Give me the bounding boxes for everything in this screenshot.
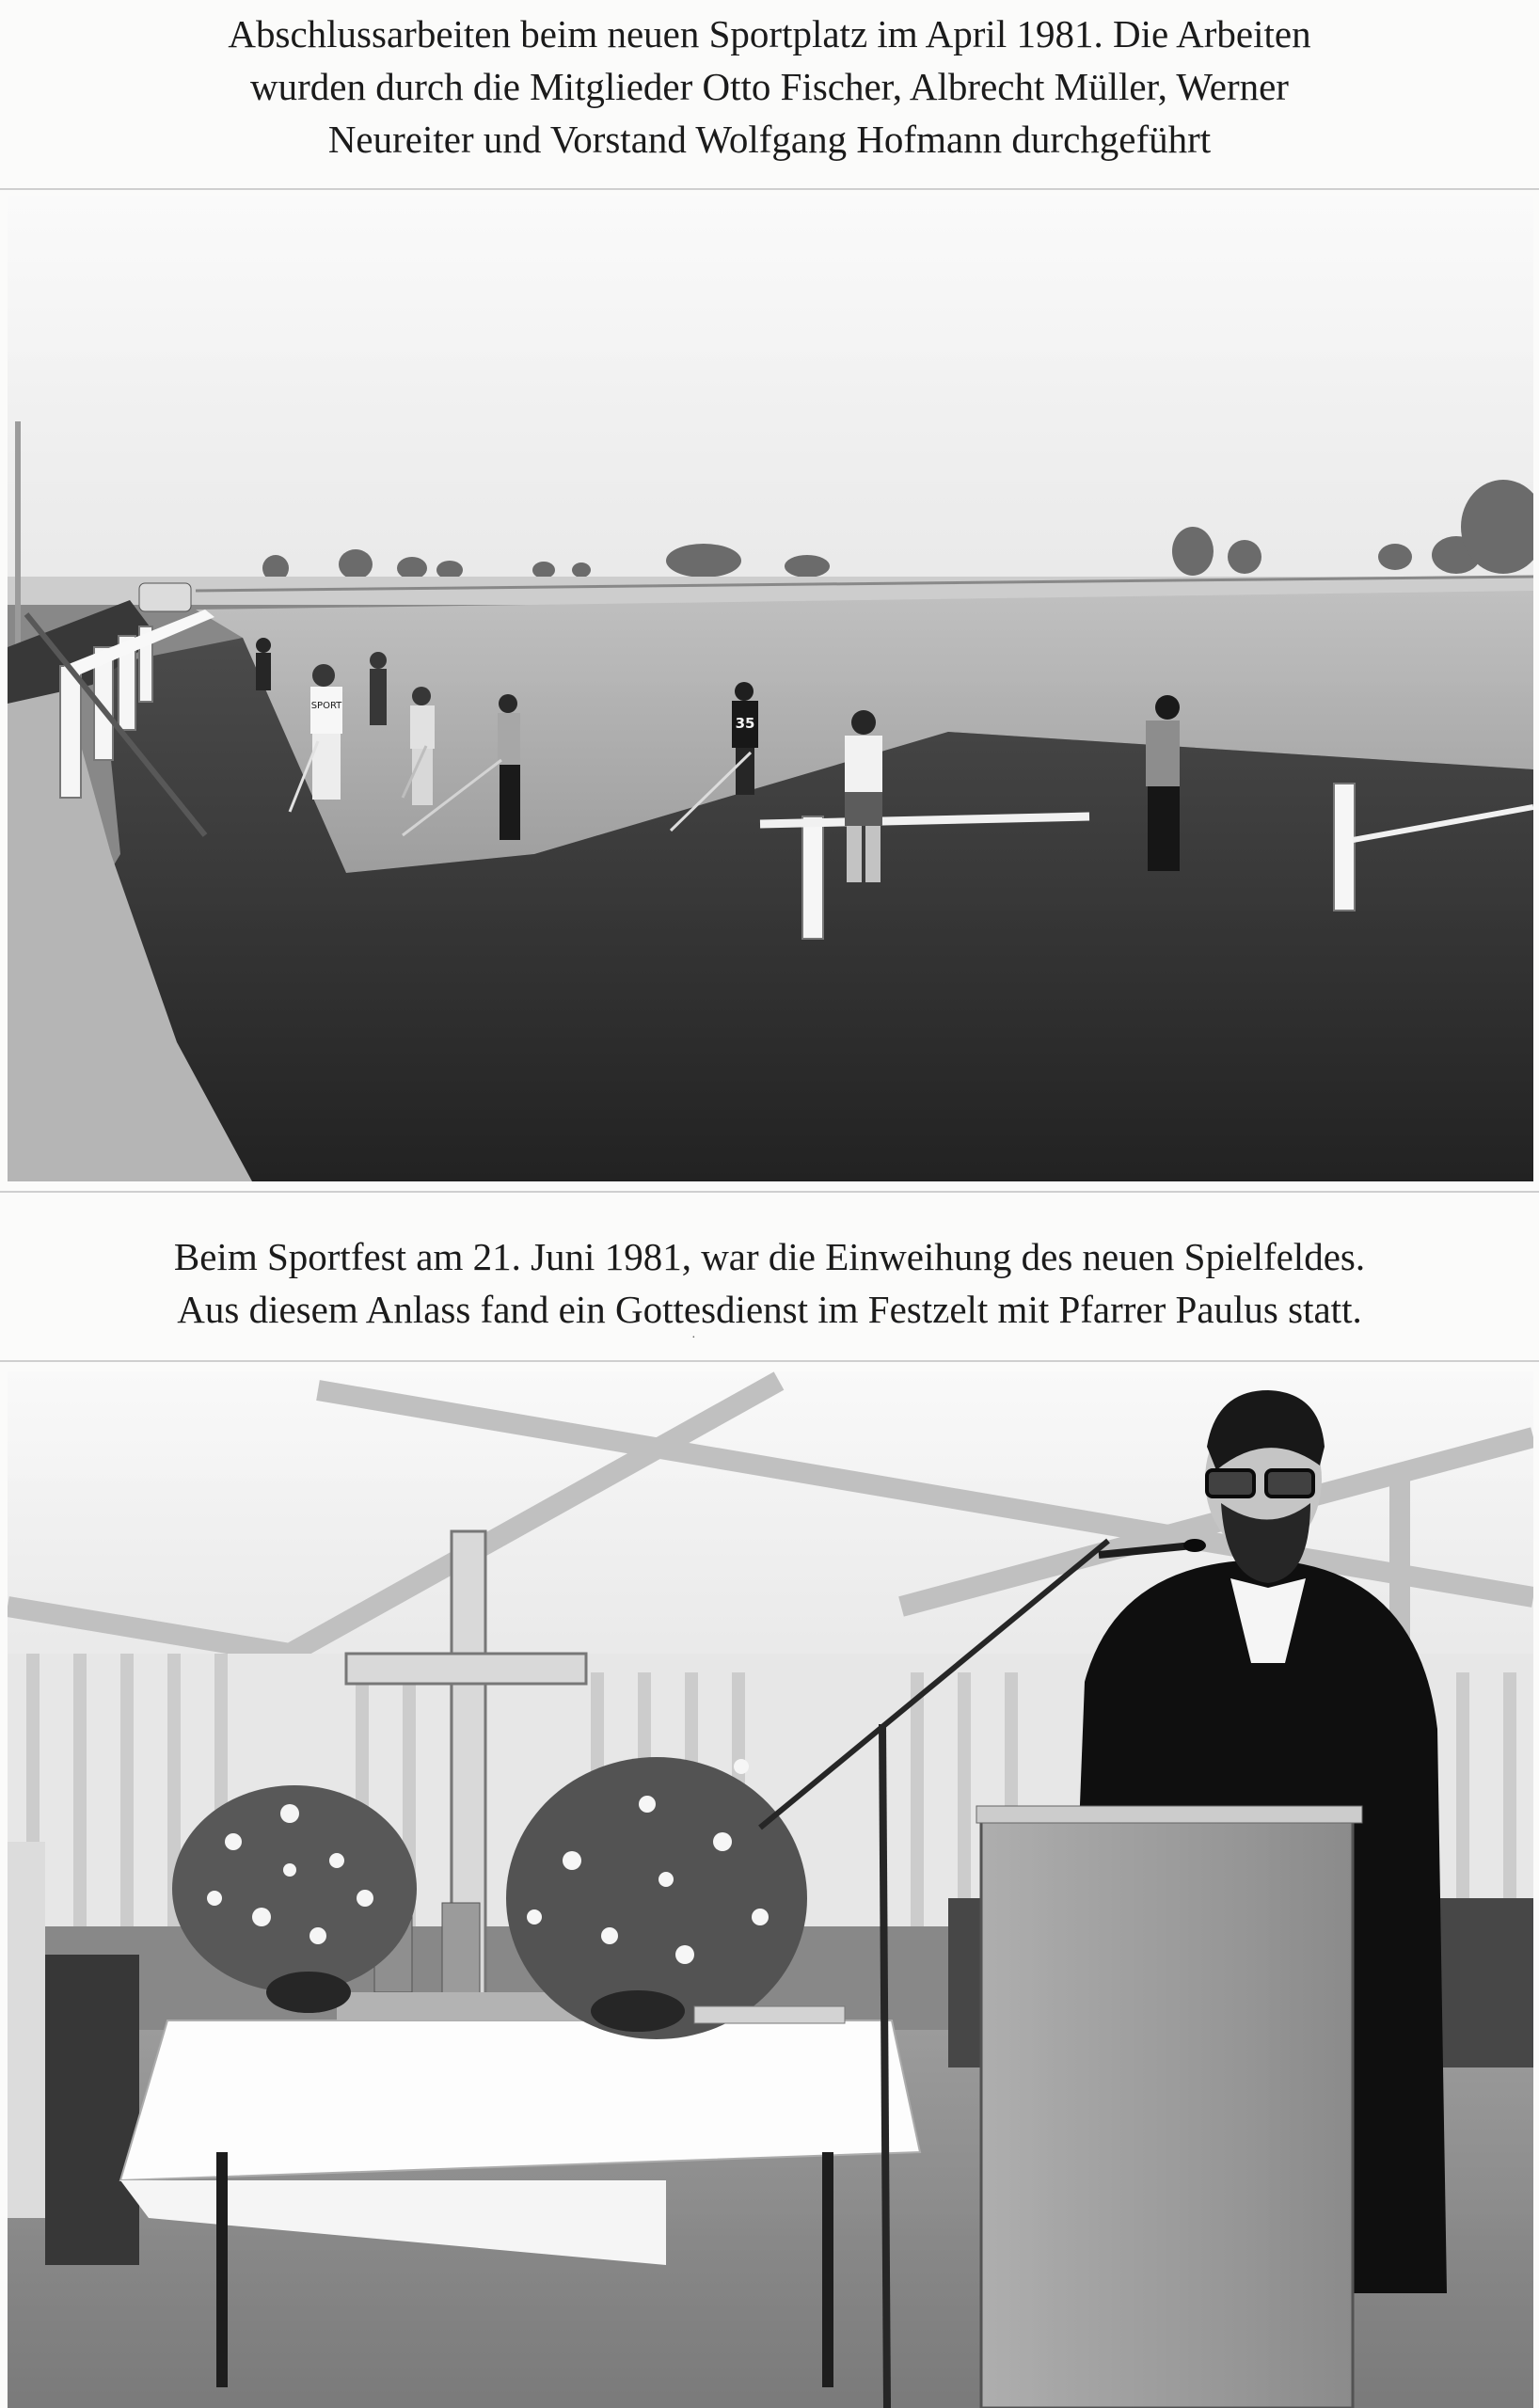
caption-line: Neureiter und Vorstand Wolfgang Hofmann durchgeführt — [327, 118, 1212, 161]
photo-sportplatz-arbeiten — [8, 196, 1533, 1181]
photo-gottesdienst-festzelt — [8, 1371, 1533, 2408]
shirt-lettering: SPORT — [310, 701, 342, 711]
flowers-right — [506, 1757, 807, 2039]
divider — [0, 1360, 1539, 1362]
person-edge — [8, 1842, 45, 2218]
lectern — [976, 1806, 1362, 2408]
caption-sportfest — [0, 1230, 1539, 1336]
divider — [0, 1191, 1539, 1193]
jersey-number: 35 — [735, 715, 755, 732]
candle-board — [337, 1992, 581, 2020]
caption-sportplatz — [0, 8, 1539, 166]
bible — [694, 2006, 845, 2023]
field-scene — [8, 196, 1533, 1181]
sky — [8, 196, 1533, 591]
caption-line: wurden durch die Mitglieder Otto Fischer, Albrecht Müller, Werner — [250, 65, 1289, 108]
divider — [0, 188, 1539, 190]
microphone — [1183, 1539, 1206, 1552]
instrument — [45, 1955, 139, 2265]
dust-speck: · — [691, 1331, 696, 1345]
caption-line: Aus diesem Anlass fand ein Gottesdienst im Festzelt mit Pfarrer Paulus statt. — [177, 1288, 1362, 1331]
caption-line: Beim Sportfest am 21. Juni 1981, war die Einweihung des neuen Spielfeldes. — [173, 1235, 1366, 1278]
parked-car — [139, 583, 191, 611]
tent-scene — [8, 1371, 1533, 2408]
caption-line: Abschlussarbeiten beim neuen Sportplatz im April 1981. Die Arbeiten — [228, 12, 1311, 55]
candle-right — [442, 1903, 480, 1997]
